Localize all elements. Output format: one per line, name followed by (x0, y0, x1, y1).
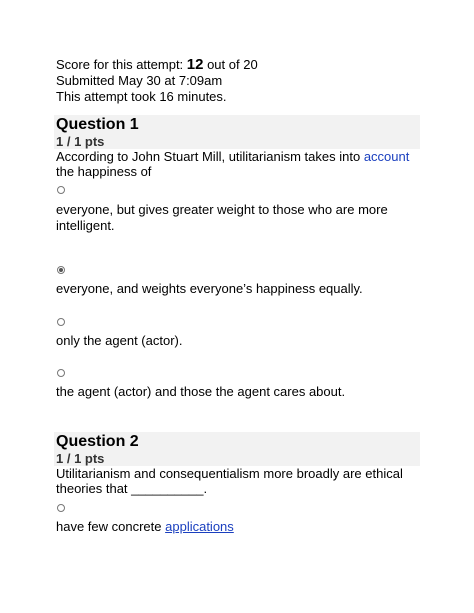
glossary-link-account[interactable]: account (363, 149, 410, 164)
question-1-option-4-label[interactable]: the agent (actor) and those the agent cares about. (56, 384, 346, 399)
question-1-option-1-label[interactable]: everyone, but gives greater weight to those who are more intelligent. (56, 202, 388, 233)
question-1-text (56, 149, 420, 179)
score-label: Score for this attempt: (56, 57, 187, 72)
question-2-points: 1 / 1 pts (56, 451, 105, 466)
question-1-option-2-label[interactable]: everyone, and weights everyone’s happiness equally. (56, 281, 363, 296)
question-2-title: Question 2 (56, 433, 139, 450)
score-value: 12 (186, 56, 204, 73)
glossary-link-applications[interactable]: applications (165, 519, 234, 534)
attempt-duration: This attempt took 16 minutes. (56, 89, 227, 104)
score-line (56, 57, 258, 73)
question-1-option-3-label[interactable]: only the agent (actor). (56, 333, 183, 348)
question-1-points: 1 / 1 pts (56, 134, 105, 149)
question-1-header (54, 115, 420, 149)
question-1-text-end: the happiness of (56, 164, 152, 179)
question-2-option-1-label[interactable] (56, 519, 420, 535)
question-1-option-3-radio[interactable] (57, 318, 65, 326)
submitted-time: Submitted May 30 at 7:09am (56, 73, 223, 88)
question-2-option-1-radio[interactable] (57, 504, 65, 512)
question-1-title: Question 1 (56, 116, 139, 133)
question-2-header (54, 432, 420, 466)
question-2-text: Utilitarianism and consequentialism more broadly are ethical theories that __________. (56, 466, 403, 496)
question-2-option-1-text: have few concrete (56, 519, 166, 534)
question-1-text-start: According to John Stuart Mill, utilitarianism takes into (56, 149, 364, 164)
attempt-summary (56, 57, 258, 105)
question-1-option-1-radio[interactable] (57, 186, 65, 194)
question-1-option-2-radio[interactable] (57, 266, 65, 274)
question-1-option-4-radio[interactable] (57, 369, 65, 377)
score-total: out of 20 (203, 57, 258, 72)
